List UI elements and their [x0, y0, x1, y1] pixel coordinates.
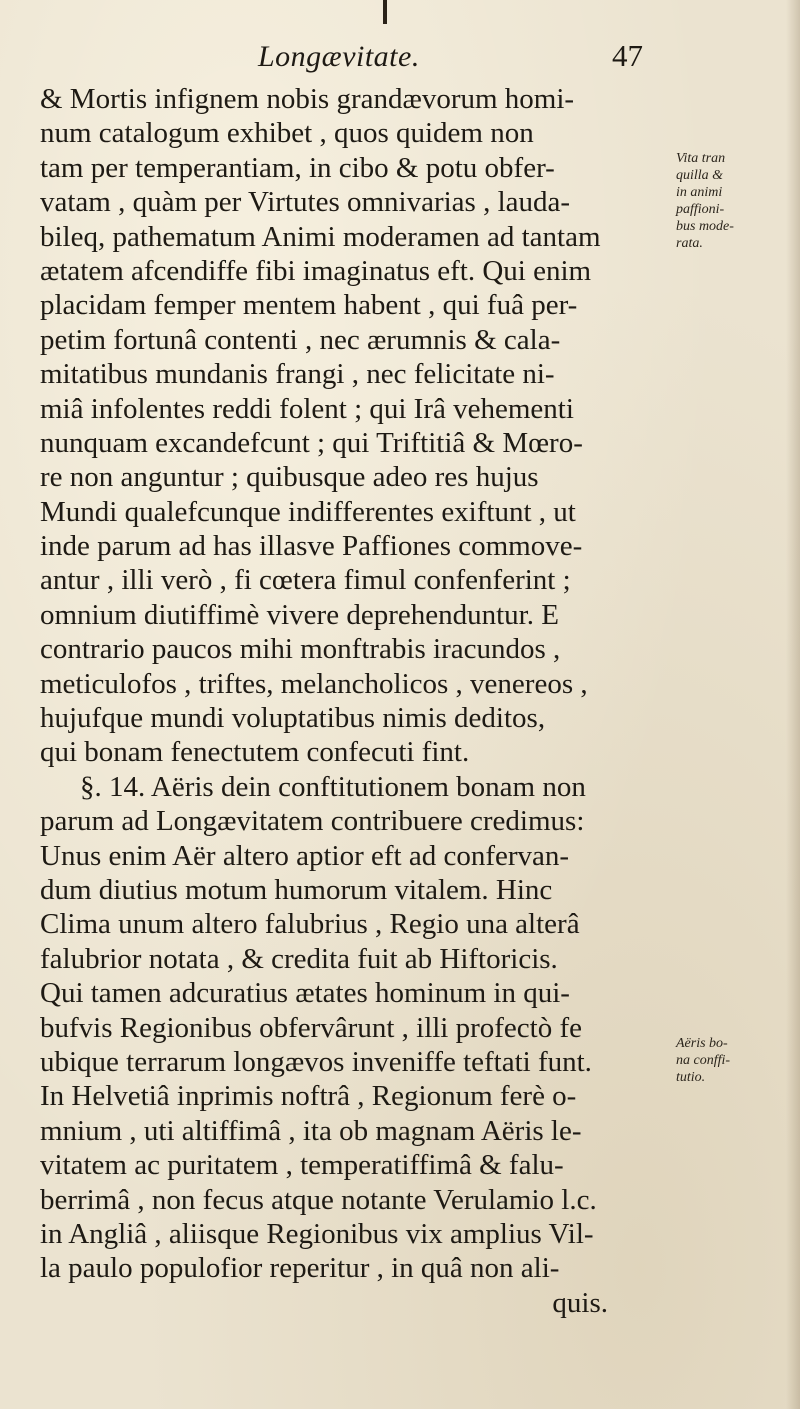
running-title: Longævitate.: [258, 40, 420, 73]
text-line: vatam , quàm per Virtutes omnivarias , lauda-: [40, 186, 571, 219]
text-line: ubique terrarum longævos inveniffe teftati funt.: [40, 1045, 592, 1078]
margin-note-line: tutio.: [676, 1070, 706, 1085]
margin-note-line: rata.: [676, 236, 703, 251]
text-line: Unus enim Aër altero aptior eft ad confervan-: [40, 839, 570, 872]
margin-note-line: quilla &: [676, 168, 724, 183]
text-line: quis.: [552, 1286, 608, 1319]
text-line: la paulo populofior reperitur , in quâ non ali-: [40, 1252, 560, 1285]
text-line: antur , illi verò , fi cœtera fimul confenferint ;: [40, 564, 571, 597]
page-edge-shadow: [786, 0, 800, 1409]
text-line: In Helvetiâ inprimis noftrâ , Regionum ferè o-: [40, 1080, 577, 1113]
running-head: [214, 40, 694, 74]
margin-note: [676, 150, 786, 252]
text-line: dum diutius motum humorum vitalem. Hinc: [40, 873, 553, 906]
text-line: Clima unum altero falubrius , Regio una alterâ: [40, 908, 580, 941]
margin-note: [676, 1035, 786, 1086]
text-line: placidam femper mentem habent , qui fuâ per-: [40, 289, 578, 322]
margin-note-line: Vita tran: [676, 151, 726, 166]
text-line: miâ infolentes reddi folent ; qui Irâ vehementi: [40, 392, 574, 425]
text-line: in Angliâ , aliisque Regionibus vix amplius Vil-: [40, 1217, 594, 1250]
margin-note-line: na conffi-: [676, 1053, 731, 1068]
page-number: 47: [612, 38, 643, 73]
text-line: inde parum ad has illasve Paffiones commove-: [40, 530, 583, 563]
margin-note-line: bus mode-: [676, 219, 734, 234]
margin-note-line: Aëris bo-: [676, 1036, 728, 1051]
body-text: [40, 82, 640, 1320]
text-line: & Mortis infignem nobis grandævorum homi-: [40, 83, 575, 115]
text-line: Qui tamen adcuratius ætates hominum in qui-: [40, 977, 570, 1010]
text-line: falubrior notata , & credita fuit ab Hiftoricis.: [40, 942, 558, 975]
text-line: qui bonam fenectutem confecuti fint.: [40, 736, 470, 769]
text-line: berrimâ , non fecus atque notante Verulamio l.c.: [40, 1183, 597, 1216]
text-line: mitatibus mundanis frangi , nec felicitate ni-: [40, 358, 555, 391]
text-line: bufvis Regionibus obfervârunt , illi profectò fe: [40, 1011, 583, 1044]
text-line: re non anguntur ; quibusque adeo res hujus: [40, 461, 539, 494]
text-line: num catalogum exhibet , quos quidem non: [40, 117, 534, 150]
binding-mark: [383, 0, 387, 24]
text-line: parum ad Longævitatem contribuere credimus:: [40, 805, 585, 838]
text-line: vitatem ac puritatem , temperatiffimâ & falu-: [40, 1149, 564, 1182]
text-line: tam per temperantiam, in cibo & potu obfer-: [40, 151, 555, 184]
margin-note-line: paffioni-: [676, 202, 725, 217]
text-line: petim fortunâ contenti , nec ærumnis & cala-: [40, 323, 561, 356]
text-line: Mundi qualefcunque indifferentes exiftunt , ut: [40, 495, 576, 528]
text-line: contrario paucos mihi monftrabis iracundos ,: [40, 633, 561, 666]
text-line: mnium , uti altiffimâ , ita ob magnam Aëris le-: [40, 1114, 582, 1147]
text-line: meticulofos , triftes, melancholicos , venereos ,: [40, 667, 588, 700]
text-line: bileq, pathematum Animi moderamen ad tantam: [40, 220, 601, 253]
section-heading-line: §. 14. Aëris dein conftitutionem bonam non: [80, 770, 586, 803]
text-line: omnium diutiffimè vivere deprehenduntur. E: [40, 598, 559, 631]
text-line: nunquam excandefcunt ; qui Triftitiâ & Mœro-: [40, 426, 583, 459]
margin-note-line: in animi: [676, 185, 723, 200]
text-line: ætatem afcendiffe fibi imaginatus eft. Qui enim: [40, 254, 592, 287]
text-line: hujufque mundi voluptatibus nimis deditos,: [40, 702, 546, 735]
